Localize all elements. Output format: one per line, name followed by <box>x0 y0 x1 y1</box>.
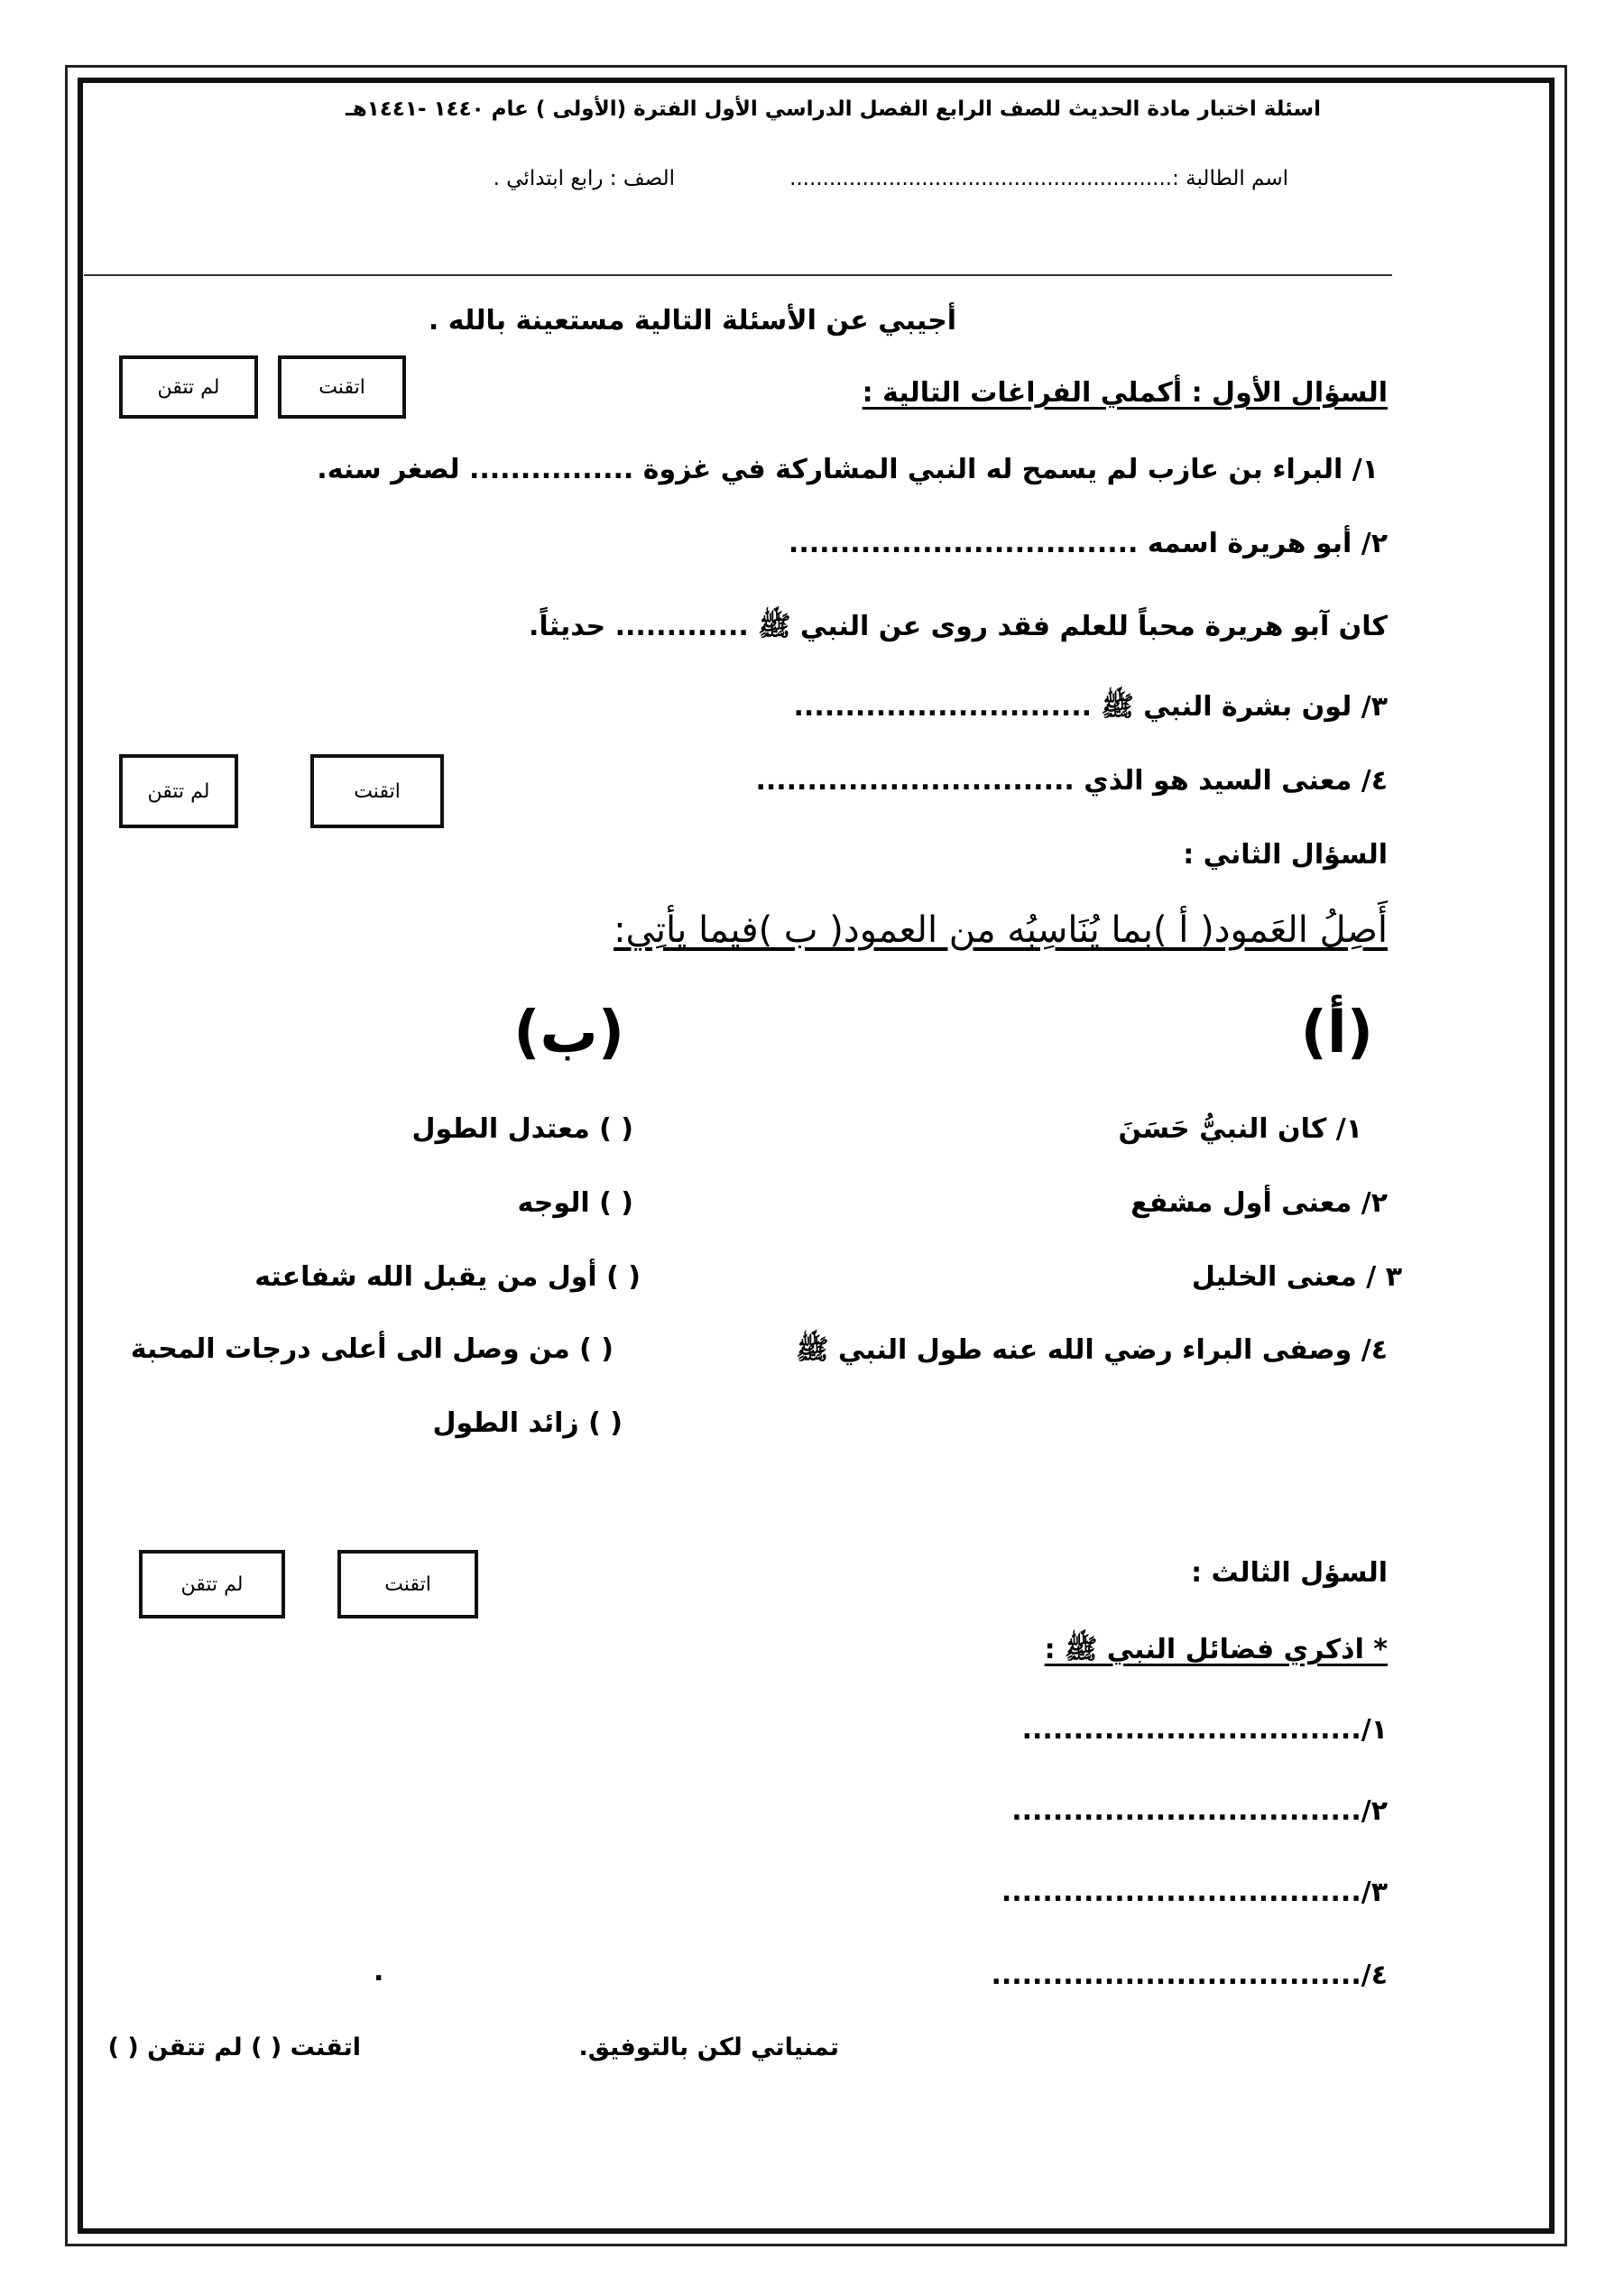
col-a-item-2: ٢/ معنى أول مشفع <box>1130 1187 1388 1219</box>
q1-item-1: ١/ البراء بن عازب لم يسمح له النبي المشاركة في غزوة ................ لصغر سنه. <box>317 454 1379 485</box>
col-a-item-3: ٣ / معنى الخليل <box>1191 1261 1402 1293</box>
q2-title: السؤال الثاني : <box>1183 839 1388 871</box>
student-name-field[interactable]: اسم الطالبة :.......................................................... <box>789 167 1288 190</box>
q1-mastered-box[interactable]: اتقنت <box>278 355 406 419</box>
col-b-item-4: ( ) من وصل الى أعلى درجات المحبة <box>130 1333 614 1365</box>
q1b-mastered-box[interactable]: اتقنت <box>310 754 444 828</box>
col-b-item-3: ( ) أول من يقبل الله شفاعته <box>254 1261 641 1293</box>
q2-instruction: أَصِلُ العَمود( أ )بما يُنَاسِبُه من العمود( ب )فيما يأتِي: <box>614 909 1388 951</box>
q1-item-2: ٢/ أبو هريرة اسمه .................................. <box>788 528 1388 559</box>
col-b-item-2: ( ) الوجه <box>517 1187 633 1219</box>
q3-line-3[interactable]: ٣/................................... <box>1001 1876 1388 1908</box>
q3-not-mastered-box[interactable]: لم تتقن <box>139 1550 285 1618</box>
q1-item-3: ٣/ لون بشرة النبي ﷺ ............................. <box>793 691 1388 723</box>
col-a-item-4: ٤/ وصفى البراء رضي الله عنه طول النبي ﷺ <box>796 1334 1388 1366</box>
closing-wish: تمنياتي لكن بالتوفيق. <box>578 2033 839 2061</box>
q3-line-2[interactable]: ٢/.................................. <box>1011 1795 1388 1827</box>
column-b-heading: (ب) <box>513 1000 624 1066</box>
q1-not-mastered-box[interactable]: لم تتقن <box>119 355 258 419</box>
exam-title: اسئلة اختبار مادة الحديث للصف الرابع الفصل الدراسي الأول الفترة (الأولى ) عام ١٤٤٠ -١٤٤١هـ <box>345 97 1321 121</box>
q1-item-4: ٤/ معنى السيد هو الذي ............................... <box>755 765 1388 797</box>
stray-dot: . <box>374 1956 384 1987</box>
q3-mastered-box[interactable]: اتقنت <box>337 1550 478 1618</box>
instructions: أجيبي عن الأسئلة التالية مستعينة بالله . <box>428 305 956 337</box>
q3-instruction: * اذكري فضائل النبي ﷺ : <box>1044 1634 1388 1665</box>
q1b-not-mastered-box[interactable]: لم تتقن <box>119 754 238 828</box>
header-divider <box>84 274 1392 276</box>
q3-title: السؤل الثالث : <box>1191 1557 1388 1589</box>
col-b-item-1: ( ) معتدل الطول <box>411 1113 633 1145</box>
q1-item-2b: كان آبو هريرة محباً للعلم فقد روى عن النبي ﷺ ............. حديثاً. <box>529 611 1388 642</box>
grade-label: الصف : رابع ابتدائي . <box>493 167 675 190</box>
q3-line-1[interactable]: ١/................................. <box>1021 1714 1388 1746</box>
final-grade[interactable]: اتقنت ( ) لم تتقن ( ) <box>107 2033 361 2061</box>
col-b-item-5: ( ) زائد الطول <box>432 1407 623 1439</box>
col-a-item-1: ١/ كان النبيُّ حَسَنَ <box>1118 1113 1362 1145</box>
column-a-heading: (أ) <box>1300 1000 1373 1066</box>
q1-title: السؤال الأول : أكملي الفراغات التالية : <box>862 377 1388 409</box>
q3-line-4[interactable]: ٤/.................................... <box>991 1959 1388 1991</box>
